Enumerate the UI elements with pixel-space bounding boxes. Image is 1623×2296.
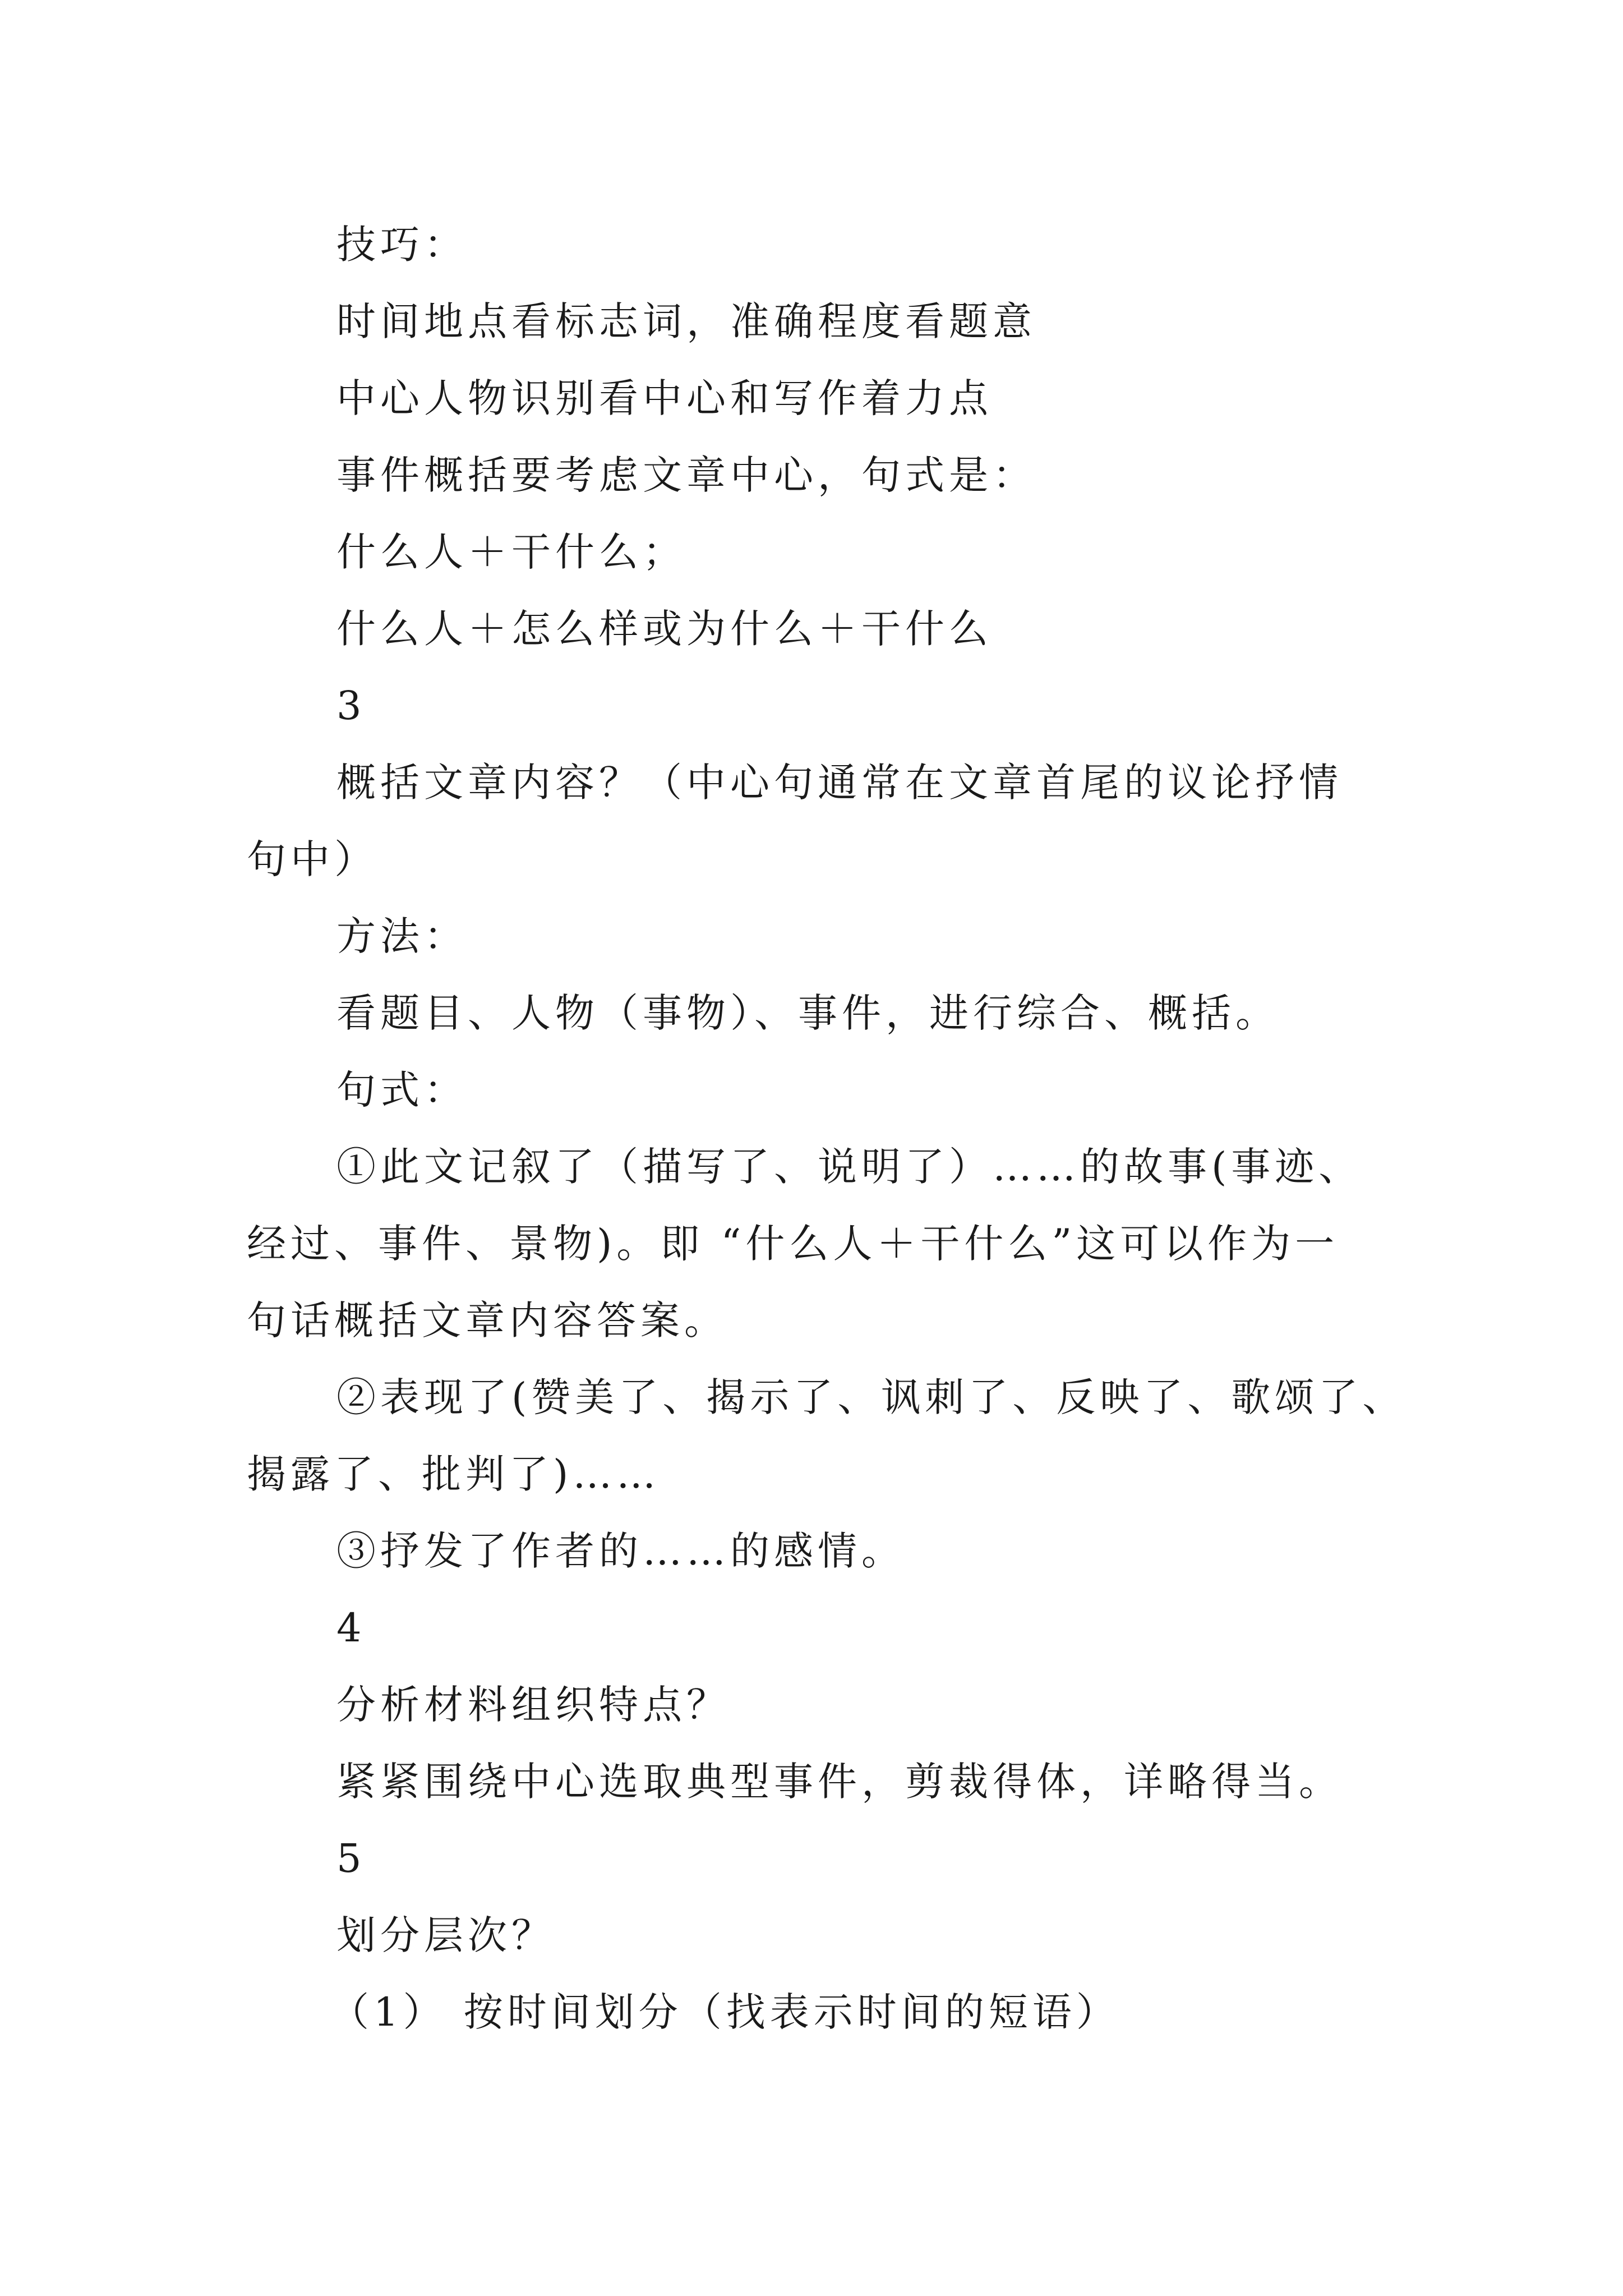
text-line: ①此文记叙了（描写了、说明了）……的故事(事迹、 — [336, 1144, 1363, 1190]
text-line: 什么人＋干什么； — [336, 529, 686, 575]
text-line: 事件概括要考虑文章中心，句式是： — [336, 452, 1036, 498]
text-line: 时间地点看标志词，准确程度看题意 — [336, 298, 1036, 344]
text-line: 句式： — [336, 1067, 468, 1113]
section-number: 5 — [336, 1835, 366, 1881]
text-line: （1） 按时间划分（找表示时间的短语） — [330, 1989, 1120, 2035]
text-line: 中心人物识别看中心和写作着力点 — [336, 375, 993, 421]
text-line: 技巧： — [336, 222, 468, 268]
section-heading: 划分层次？ — [336, 1912, 555, 1958]
text-line: ③抒发了作者的……的感情。 — [336, 1528, 905, 1574]
text-line: 紧紧围绕中心选取典型事件，剪裁得体，详略得当。 — [336, 1759, 1343, 1805]
text-line: ②表现了(赞美了、揭示了、讽刺了、反映了、歌颂了、 — [336, 1374, 1407, 1420]
section-heading: 分析材料组织特点？ — [336, 1682, 730, 1728]
text-line: 什么人＋怎么样或为什么＋干什么 — [336, 606, 993, 652]
text-line: 句话概括文章内容答案。 — [247, 1297, 728, 1343]
section-number: 4 — [336, 1605, 366, 1651]
text-line: 方法： — [336, 913, 468, 959]
section-number: 3 — [336, 683, 366, 729]
text-line: 看题目、人物（事物）、事件，进行综合、概括。 — [336, 990, 1279, 1036]
section-heading: 概括文章内容？（中心句通常在文章首尾的议论抒情 — [336, 760, 1343, 806]
document-body — [247, 206, 1413, 2051]
text-line: 揭露了、批判了)…… — [247, 1451, 661, 1497]
text-line: 经过、事件、景物)。即 “什么人＋干什么”这可以作为一 — [247, 1221, 1339, 1267]
section-heading-continued: 句中） — [247, 836, 378, 882]
